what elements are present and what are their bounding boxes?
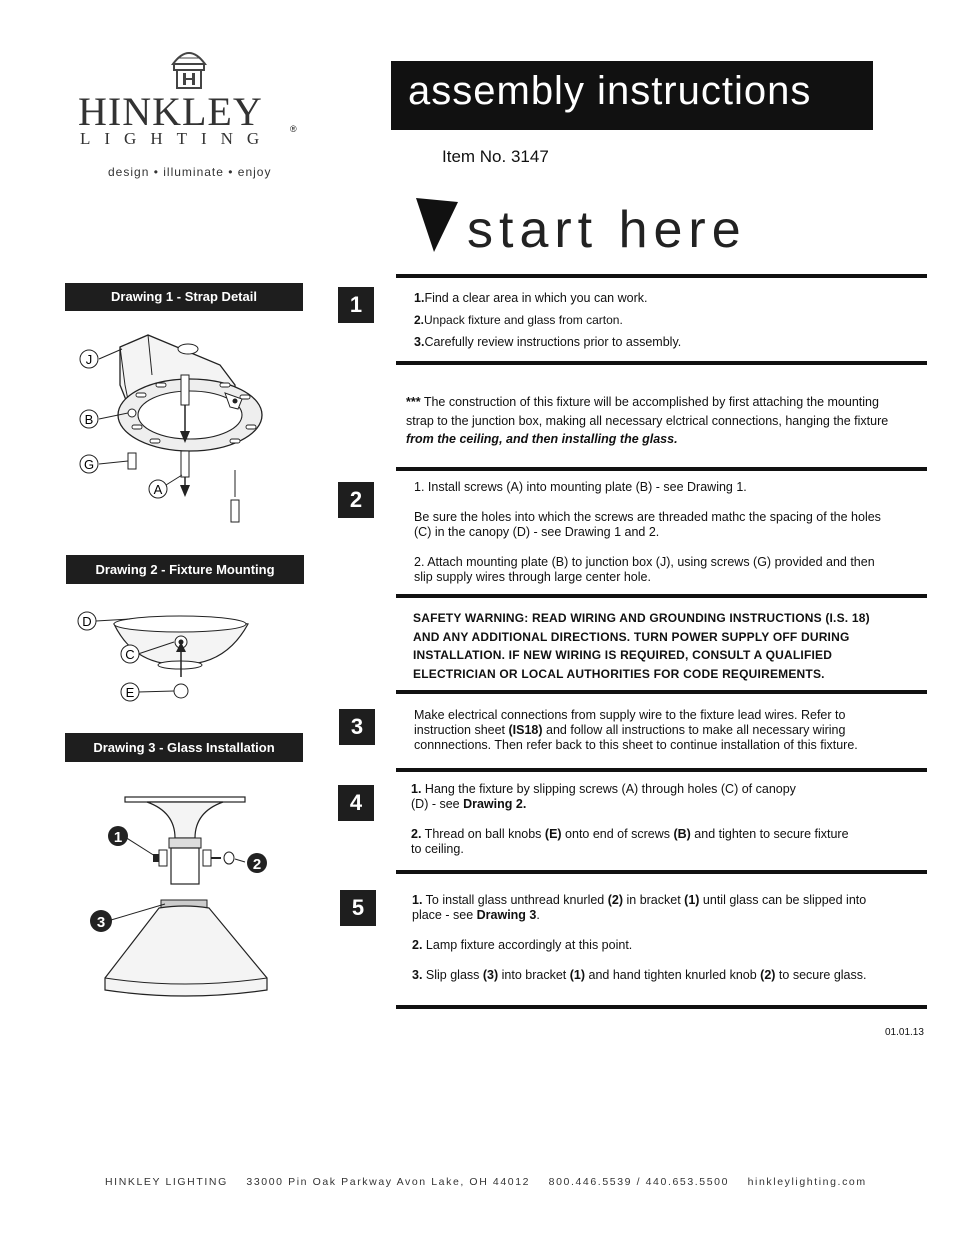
revision-date: 01.01.13 [885,1027,924,1038]
ref: (2) [607,893,624,907]
step-5-number: 5 [340,890,376,926]
page-title: assembly instructions [408,69,812,113]
divider [396,274,927,278]
list-item: Find a clear area in which you can work. [424,291,648,305]
warning-line: INSTALLATION. IF NEW WIRING IS REQUIRED, CONSULT A QUALIFIED [413,648,833,662]
step-2-number: 2 [338,482,374,518]
note-line: strap to the junction box, making all necessary elctrical connections, hanging the fixture [406,413,889,428]
list-number: 2. [414,313,425,327]
ref: (IS18) [508,723,543,737]
note-stars: *** [406,395,421,409]
label-g: G [83,457,95,472]
step-4-text [411,782,849,857]
paragraph: until glass can be slipped into [699,893,867,907]
paragraph: . [536,908,540,922]
note-line: The construction of this fixture will be accomplished by first attaching the mounting [420,395,879,409]
hinkley-logo-icon [165,44,213,92]
step-3-number: 3 [339,709,375,745]
safety-warning [413,609,870,683]
paragraph: slip supply wires through large center hole. [414,570,651,584]
fixture-mounting-drawing [70,607,270,707]
label-j: J [85,352,93,367]
warning-line: AND ANY ADDITIONAL DIRECTIONS. TURN POWER SUPPLY OFF DURING [413,629,850,644]
paragraph: connnections. Then refer back to this sheet to continue installation of this fixture. [414,738,858,752]
construction-note [406,393,888,449]
step-4-number: 4 [338,785,374,821]
drawing-1-header: Drawing 1 - Strap Detail [65,283,303,311]
warning-line: SAFETY WARNING: READ WIRING AND GROUNDING INSTRUCTIONS (I.S. 18) [413,611,870,625]
paragraph: Make electrical connections from supply wire to the fixture lead wires. Refer to [414,708,846,722]
divider [396,1005,927,1009]
step-2-text [414,480,881,585]
footer-company: HINKLEY LIGHTING [105,1176,228,1188]
paragraph: To install glass unthread knurled [422,893,608,907]
strap-detail-drawing [70,325,290,535]
paragraph: Be sure the holes into which the screws are threaded mathc the spacing of the holes [414,510,881,524]
paragraph: (D) - see [411,797,464,811]
ref: (E) [544,827,562,841]
glass-installation-drawing [85,790,275,1010]
label-b: B [84,412,94,427]
ref: (B) [673,827,691,841]
footer-phone: 800.446.5539 / 440.653.5500 [548,1176,730,1188]
ref: (1) [684,893,700,907]
list-item: Unpack fixture and glass from carton. [424,313,623,327]
label-a: A [153,482,163,497]
step-5-text [412,893,866,983]
list-item: Carefully review instructions prior to assembly. [424,335,682,349]
paragraph: instruction sheet [414,723,509,737]
warning-line: ELECTRICIAN OR LOCAL AUTHORITIES FOR CODE REQUIREMENTS. [413,666,825,681]
label-d: D [82,614,92,629]
footer [105,1176,881,1188]
divider [396,768,927,772]
ref: Drawing 3 [476,908,537,922]
label-1: 1 [113,829,123,846]
paragraph: and tighten to secure fixture [690,827,849,841]
ref: (1) [569,968,586,982]
paragraph: Hang the fixture by slipping screws (A) through holes (C) of canopy [421,782,796,796]
list-number: 2. [412,938,423,952]
title-banner [391,61,873,130]
list-number: 1. [412,893,423,907]
footer-address: 33000 Pin Oak Parkway Avon Lake, OH 44012 [246,1176,531,1188]
down-arrow-icon [414,196,460,254]
list-number: 1. [414,291,425,305]
logo-tagline: design • illuminate • enjoy [108,165,272,179]
list-number: 3. [412,968,423,982]
footer-website: hinkleylighting.com [747,1176,867,1188]
paragraph: and follow all instructions to make all necessary wiring [542,723,846,737]
label-3: 3 [96,914,106,931]
paragraph: Lamp fixture accordingly at this point. [422,938,633,952]
step-1-number: 1 [338,287,374,323]
divider [396,870,927,874]
note-line: from the ceiling, and then installing the glass. [406,432,678,446]
paragraph: 1. Install screws (A) into mounting plate (B) - see Drawing 1. [414,480,747,494]
paragraph: to ceiling. [411,842,464,856]
divider [396,361,927,365]
divider [396,690,927,694]
divider [396,467,927,471]
logo-brand: HINKLEY [78,89,263,134]
paragraph: to secure glass. [775,968,867,982]
list-number: 1. [411,782,422,796]
start-here: start here [467,201,747,259]
paragraph: and hand tighten knurled knob [585,968,761,982]
label-c: C [125,647,135,662]
paragraph: Thread on ball knobs [421,827,545,841]
list-number: 2. [411,827,422,841]
list-number: 3. [414,335,425,349]
paragraph: Slip glass [422,968,483,982]
step-3-text [414,708,858,753]
divider [396,594,927,598]
ref: Drawing 2. [463,797,527,811]
paragraph: 2. Attach mounting plate (B) to junction box (J), using screws (G) provided and then [414,555,875,569]
logo-registered: ® [290,124,297,134]
drawing-2-header: Drawing 2 - Fixture Mounting [66,555,304,584]
ref: (2) [760,968,776,982]
item-number: Item No. 3147 [442,147,549,166]
ref: (3) [482,968,499,982]
label-e: E [125,685,135,700]
step-1-list [414,291,681,350]
paragraph: onto end of screws [561,827,674,841]
drawing-3-header: Drawing 3 - Glass Installation [65,733,303,762]
paragraph: into bracket [498,968,570,982]
paragraph: in bracket [623,893,685,907]
logo-sub: LIGHTING [80,129,274,148]
paragraph: (C) in the canopy (D) - see Drawing 1 and 2. [414,525,660,539]
paragraph: place - see [412,908,477,922]
label-2: 2 [252,856,262,873]
